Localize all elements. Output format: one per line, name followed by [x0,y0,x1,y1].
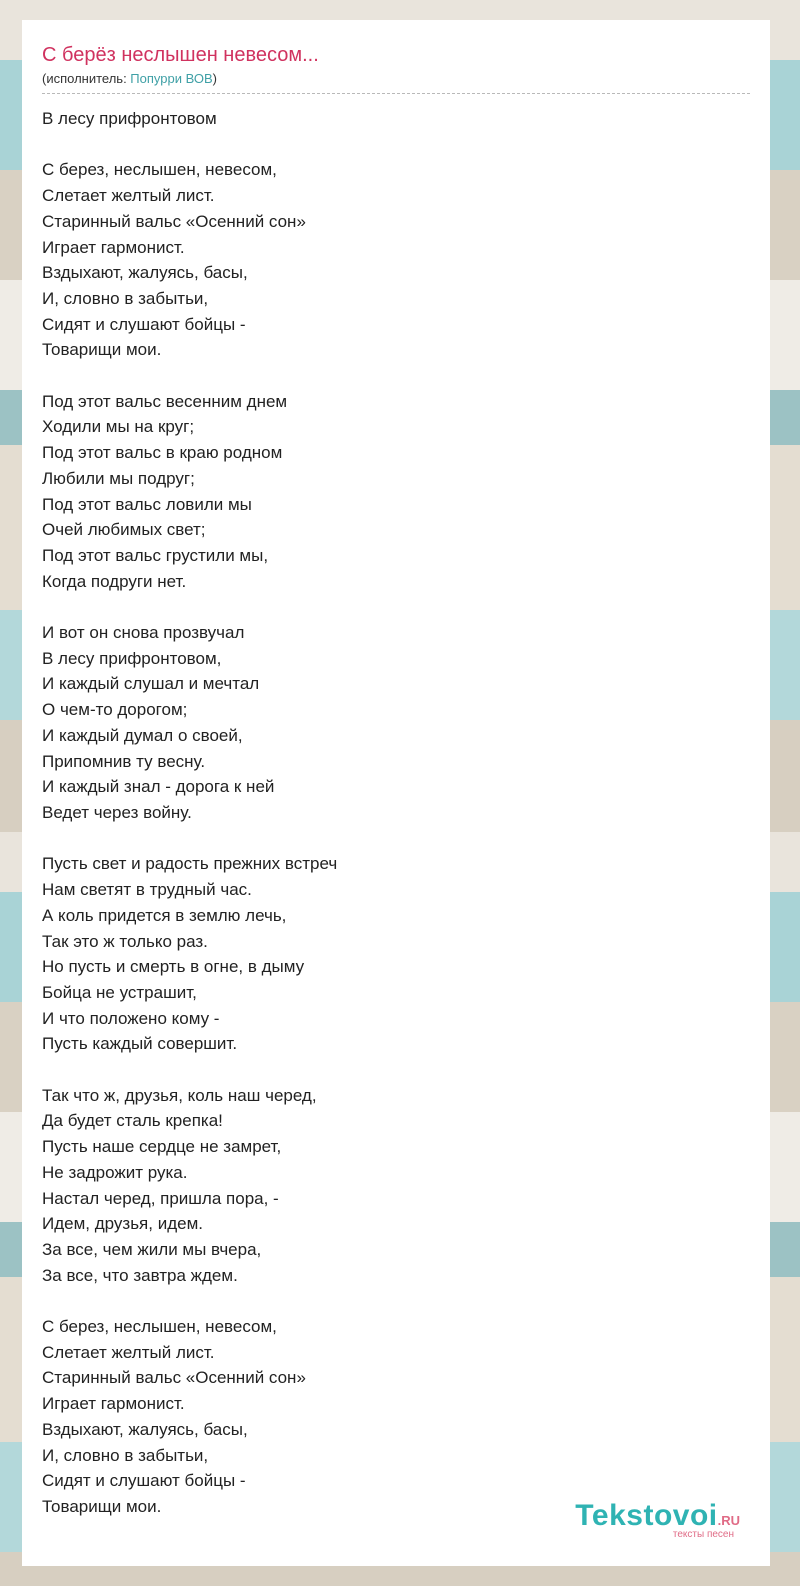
lyrics-text: В лесу прифронтовом С берез, неслышен, невесом, Слетает желтый лист. Старинный вальс «Осенний сон» Играет гармонист. Вздыхают, жалуясь, басы, И, словно в забытьи, Сидят и слушают бойцы - Товарищи мои. Под этот вальс весенним днем Ходили мы на круг; Под этот вальс в краю родном Любили мы подруг; Под этот вальс ловили мы Очей любимых свет; Под этот вальс грустили мы, Когда подруги нет. И вот он снова прозвучал В лесу прифронтовом, И каждый слушал и мечтал О чем-то дорогом; И каждый думал о своей, Припомнив ту весну. И каждый знал - дорога к ней Ведет через войну. Пусть свет и радость прежних встреч Нам светят в трудный час. А коль придется в землю лечь, Так это ж только раз. Но пусть и смерть в огне, в дыму Бойца не устрашит, И что положено кому - Пусть каждый совершит. Так что ж, друзья, коль наш черед, Да будет сталь крепка! Пусть наше сердце не замрет, Не задрожит рука. Настал черед, пришла пора, - Идем, друзья, идем. За все, чем жили мы вчера, За все, что завтра ждем. С берез, неслышен, невесом, Слетает желтый лист. Старинный вальс «Осенний сон» Играет гармонист. Вздыхают, жалуясь, басы, И, словно в забытьи, Сидят и слушают бойцы - Товарищи мои. [42,109,338,1516]
logo-name: Tekstovoi [575,1499,718,1532]
lyrics-card [22,20,770,1566]
logo-tld: .RU [717,1513,740,1528]
performer-line [42,71,750,87]
performer-suffix: ) [212,71,217,86]
song-title: С берёз неслышен невесом... [42,44,319,66]
logo-tagline: тексты песен [672,1529,734,1540]
artist-link[interactable]: Попурри ВОВ [130,71,213,86]
title-divider [42,93,750,94]
performer-prefix: (исполнитель: [42,71,131,86]
site-logo[interactable] [575,1501,740,1540]
